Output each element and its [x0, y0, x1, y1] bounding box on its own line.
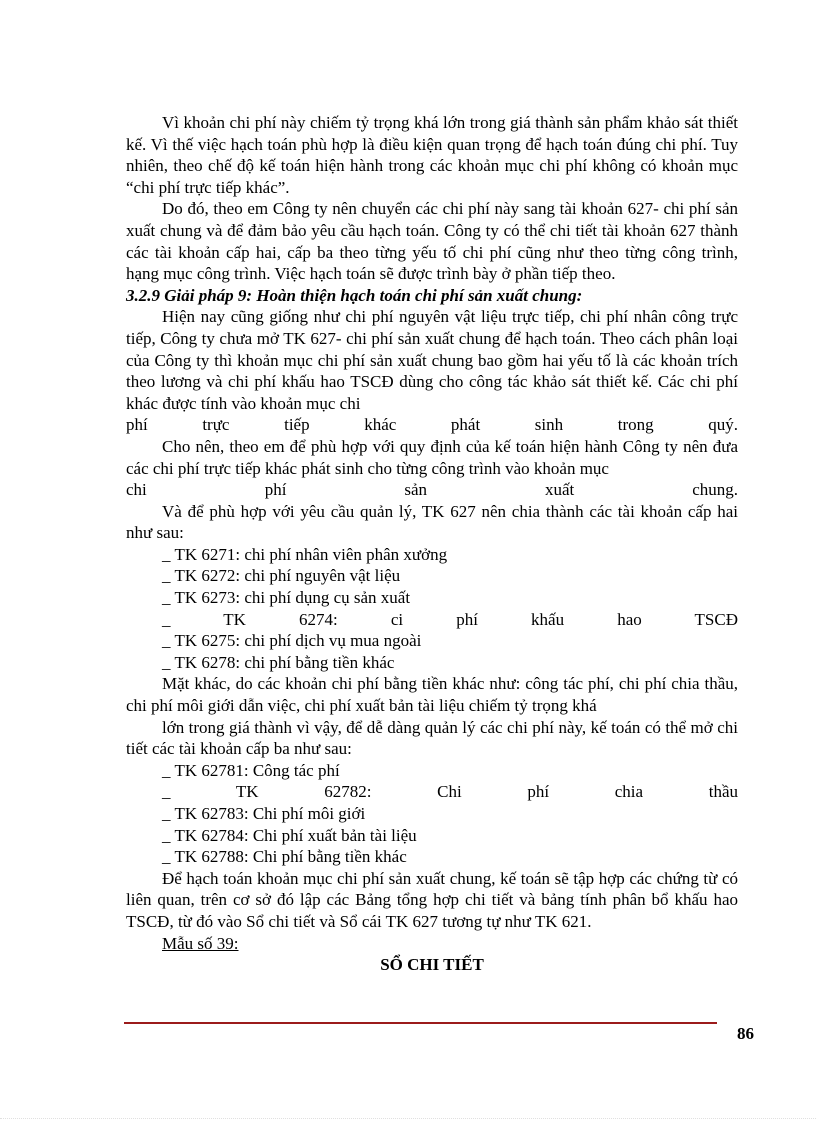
paragraph-level2-intro: Và để phù hợp với yêu cầu quản lý, TK 627 nên chia thành các tài khoản cấp hai như sau: [126, 501, 738, 543]
list-item: _ TK 6275: chi phí dịch vụ mua ngoài [162, 631, 422, 651]
list-item: _ TK 62782: Chi phí chia thầu [162, 782, 738, 802]
list-item: _ TK 62788: Chi phí bằng tiền khác [162, 847, 407, 867]
paragraph-therefore-end: chi phí sản xuất chung. [126, 480, 738, 500]
paragraph-other-costs-cont: lớn trong giá thành vì vậy, để dễ dàng quản lý các chi phí này, kế toán có thể mở chi tiết các tài khoản cấp ba như sau: [126, 717, 738, 759]
paragraph-accounting-process: Để hạch toán khoản mục chi phí sản xuất chung, kế toán sẽ tập hợp các chứng từ có liên quan, trên cơ sở đó lập các Bảng tổng hợp chi tiết và bảng tính phân bổ khấu hao TSCĐ, từ đó vào Sổ chi tiết và Sổ cái TK 627 tương tự như TK 621. [126, 868, 738, 931]
paragraph-therefore: Cho nên, theo em để phù hợp với quy định của kế toán hiện hành Công ty nên đưa các chi phí trực tiếp khác phát sinh cho từng công trình vào khoản mục [126, 436, 738, 478]
list-item: _ TK 6272: chi phí nguyên vật liệu [162, 566, 401, 586]
list-item: _ TK 6271: chi phí nhân viên phân xưởng [162, 544, 448, 564]
level2-account-list [126, 544, 738, 674]
list-item: _ TK 6278: chi phí bằng tiền khác [162, 652, 395, 672]
section-heading-3-2-9: 3.2.9 Giải pháp 9: Hoàn thiện hạch toán chi phí sản xuất chung: [126, 285, 583, 305]
list-item: _ TK 62781: Công tác phí [162, 760, 340, 780]
paragraph-other-costs: Mặt khác, do các khoản chi phí bằng tiền khác như: công tác phí, chi phí chia thầu, chi phí môi giới dẫn việc, chi phí xuất bản tài liệu chiếm tỷ trọng khá [126, 674, 738, 716]
footer-rule [124, 1022, 717, 1024]
level3-account-list [126, 760, 738, 868]
page-edge-divider [0, 1118, 816, 1120]
paragraph-current-state: Hiện nay cũng giống như chi phí nguyên vật liệu trực tiếp, chi phí nhân công trực tiếp, Công ty chưa mở TK 627- chi phí sản xuất chung để hạch toán. Theo cách phân loại của Công ty thì khoản mục chi phí sản xuất chung bao gồm hai yếu tố là các khoản trích theo lương và chi phí khấu hao TSCĐ dùng cho công tác khảo sát thiết kế. Các chi phí khác được tính vào khoản mục chi [126, 307, 738, 413]
sample-label: Mẫu số 39: [162, 933, 239, 953]
paragraph-transfer-627: Do đó, theo em Công ty nên chuyển các chi phí này sang tài khoản 627- chi phí sản xuất chung và để đảm bảo yêu cầu hạch toán. Công ty có thể chi tiết tài khoản 627 thành các tài khoản cấp hai, cấp ba theo từng yếu tố chi phí cũng như theo từng công trình, hạng mục công trình. Việc hạch toán sẽ được trình bày ở phần tiếp theo. [126, 199, 738, 284]
page-content [126, 112, 738, 976]
list-item: _ TK 62783: Chi phí môi giới [162, 804, 366, 823]
list-item: _ TK 6274: ci phí khấu hao TSCĐ [162, 609, 738, 629]
list-item: _ TK 6273: chi phí dụng cụ sản xuất [162, 588, 411, 608]
paragraph-cost-weight: Vì khoản chi phí này chiếm tỷ trọng khá lớn trong giá thành sản phẩm khảo sát thiết kế. Vì thế việc hạch toán phù hợp là điều kiện quan trọng để hạch toán đúng chi phí. Tuy nhiên, theo chế độ kế toán hiện hành trong các khoản mục chi phí không có khoản mục “chi phí trực tiếp khác”. [126, 113, 738, 197]
list-item: _ TK 62784: Chi phí xuất bản tài liệu [162, 825, 417, 845]
page-number: 86 [737, 1024, 754, 1043]
paragraph-current-state-end: phí trực tiếp khác phát sinh trong quý. [126, 415, 738, 435]
table-title: SỔ CHI TIẾT [380, 955, 484, 975]
